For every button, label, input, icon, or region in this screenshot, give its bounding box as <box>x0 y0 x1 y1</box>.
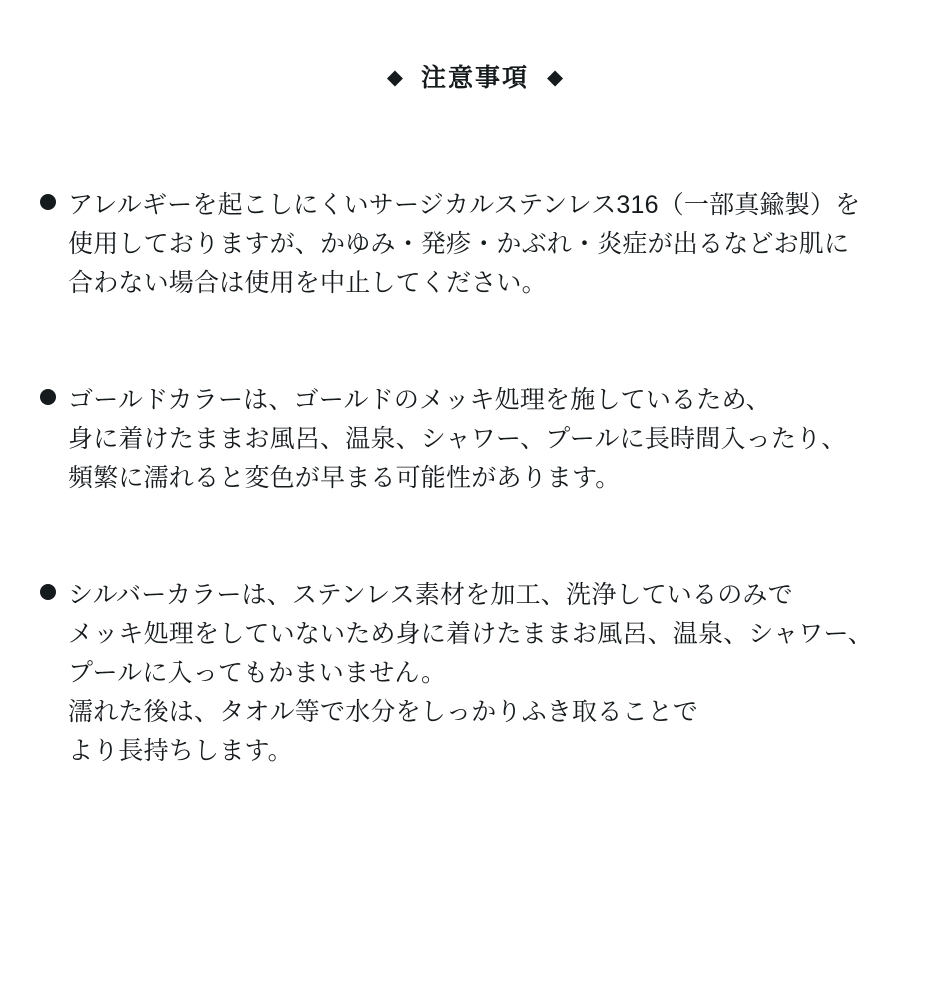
notice-list <box>40 186 910 771</box>
note-line: シルバーカラーは、ステンレス素材を加工、洗浄しているのみで <box>68 581 793 609</box>
note-line: 使用しておりますが、かゆみ・発疹・かぶれ・炎症が出るなどお肌に <box>68 230 850 258</box>
note-line: メッキ処理をしていないため身に着けたままお風呂、温泉、シャワー、 <box>68 620 873 648</box>
note-line: アレルギーを起こしにくいサージカルステンレス316（一部真鍮製）を <box>68 191 861 219</box>
page-title <box>0 58 950 94</box>
diamond-left-icon: ◆ <box>386 65 403 89</box>
note-line: 濡れた後は、タオル等で水分をしっかりふき取ることで <box>68 698 699 726</box>
note-line: 頻繁に濡れると変色が早まる可能性があります。 <box>68 464 621 492</box>
bullet-icon <box>40 194 56 210</box>
list-item <box>40 381 910 498</box>
note-text <box>68 381 910 498</box>
note-line: 合わない場合は使用を中止してください。 <box>68 269 547 297</box>
notice-page <box>0 58 950 1008</box>
note-text <box>68 576 910 771</box>
bullet-icon <box>40 584 56 600</box>
page-title-text: 注意事項 <box>420 64 529 92</box>
bullet-icon <box>40 389 56 405</box>
note-text <box>68 186 910 303</box>
note-line: ゴールドカラーは、ゴールドのメッキ処理を施しているため、 <box>68 386 771 414</box>
note-line: 身に着けたままお風呂、温泉、シャワー、プールに長時間入ったり、 <box>68 425 847 453</box>
list-item <box>40 576 910 771</box>
diamond-right-icon: ◆ <box>547 65 564 89</box>
note-line: より長持ちします。 <box>68 737 293 765</box>
note-line: プールに入ってもかまいません。 <box>68 659 447 687</box>
list-item <box>40 186 910 303</box>
